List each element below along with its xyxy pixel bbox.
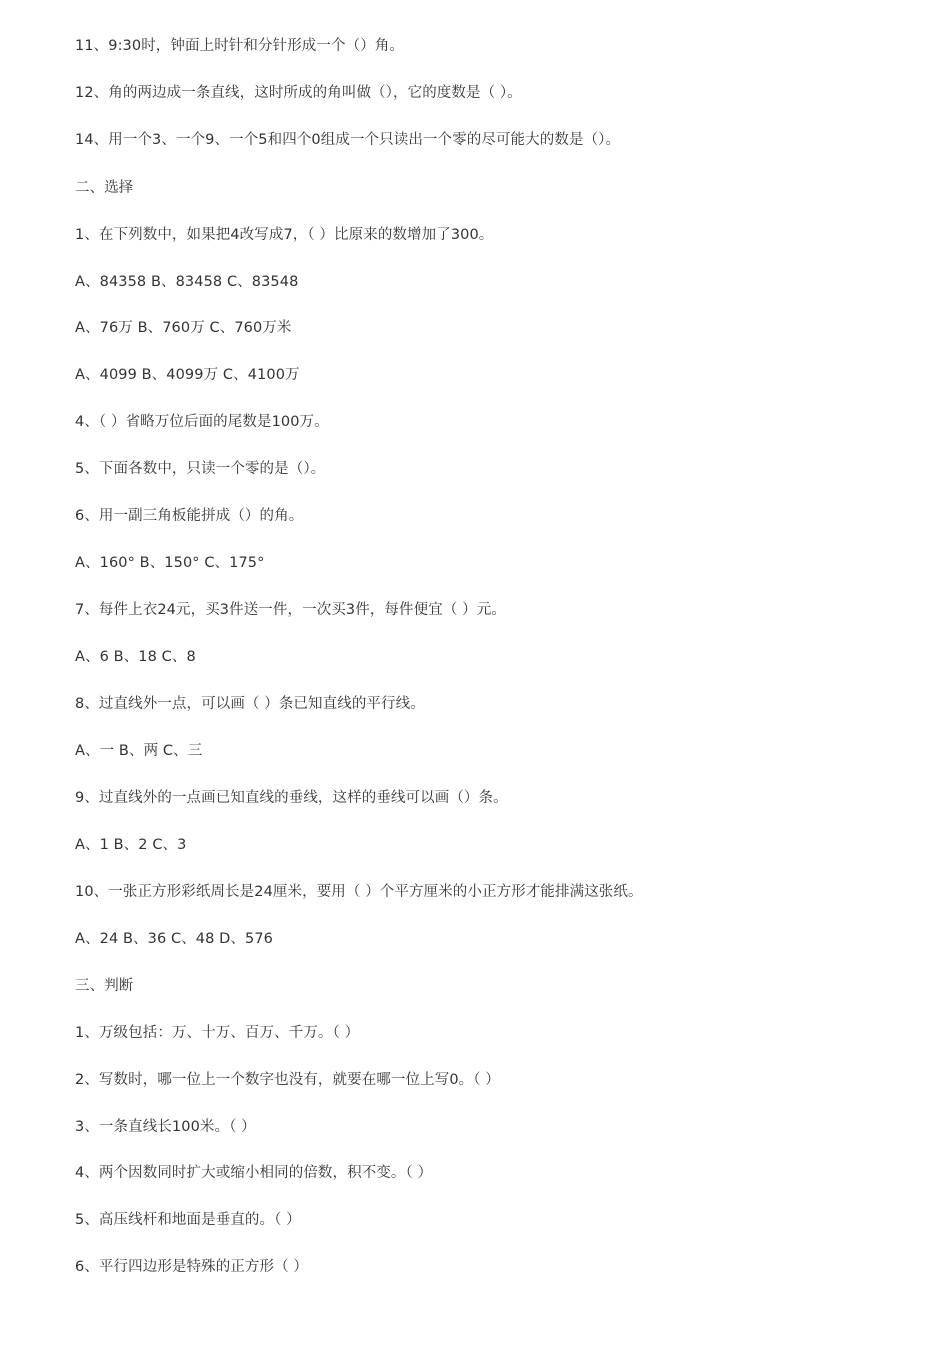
choice-options: A、24 B、36 C、48 D、576	[75, 931, 274, 947]
choice-question-7: 7、每件上衣24元，买3件送一件，一次买3件，每件便宜（ ）元。	[75, 602, 506, 618]
choice-question-10: 10、一张正方形彩纸周长是24厘米，要用（ ）个平方厘米的小正方形才能排满这张纸。	[75, 884, 643, 900]
choice-question-5: 5、下面各数中，只读一个零的是（）。	[75, 461, 326, 477]
choice-options: A、4099 B、4099万 C、4100万	[75, 367, 300, 383]
judgment-question-5: 5、高压线杆和地面是垂直的。（ ）	[75, 1212, 301, 1228]
fill-blank-question-11: 11、9:30时，钟面上时针和分针形成一个（）角。	[75, 38, 405, 54]
fill-blank-question-12: 12、角的两边成一条直线，这时所成的角叫做（），它的度数是（ ）。	[75, 85, 522, 101]
choice-question-6: 6、用一副三角板能拼成（）的角。	[75, 508, 304, 524]
section-heading-judgment: 三、判断	[75, 978, 134, 994]
choice-options: A、6 B、18 C、8	[75, 649, 196, 665]
judgment-question-3: 3、一条直线长100米。（ ）	[75, 1119, 256, 1135]
judgment-question-2: 2、写数时，哪一位上一个数字也没有，就要在哪一位上写0。（ ）	[75, 1072, 500, 1088]
choice-options: A、一 B、两 C、三	[75, 743, 203, 759]
choice-options: A、76万 B、760万 C、760万米	[75, 320, 292, 336]
choice-question-4: 4、（ ）省略万位后面的尾数是100万。	[75, 414, 329, 430]
choice-options: A、160° B、150° C、175°	[75, 555, 265, 571]
judgment-question-6: 6、平行四边形是特殊的正方形（ ）	[75, 1259, 309, 1275]
judgment-question-1: 1、万级包括：万、十万、百万、千万。（ ）	[75, 1025, 360, 1041]
choice-options: A、1 B、2 C、3	[75, 837, 187, 853]
choice-question-1: 1、在下列数中，如果把4改写成7，（ ）比原来的数增加了300。	[75, 227, 494, 243]
choice-options: A、84358 B、83458 C、83548	[75, 274, 299, 290]
choice-question-8: 8、过直线外一点，可以画（ ）条已知直线的平行线。	[75, 696, 425, 712]
choice-question-9: 9、过直线外的一点画已知直线的垂线，这样的垂线可以画（）条。	[75, 790, 508, 806]
fill-blank-question-14: 14、用一个3、一个9、一个5和四个0组成一个只读出一个零的尽可能大的数是（）。	[75, 132, 621, 148]
judgment-question-4: 4、两个因数同时扩大或缩小相同的倍数，积不变。（ ）	[75, 1165, 433, 1181]
section-heading-choice: 二、选择	[75, 180, 134, 196]
